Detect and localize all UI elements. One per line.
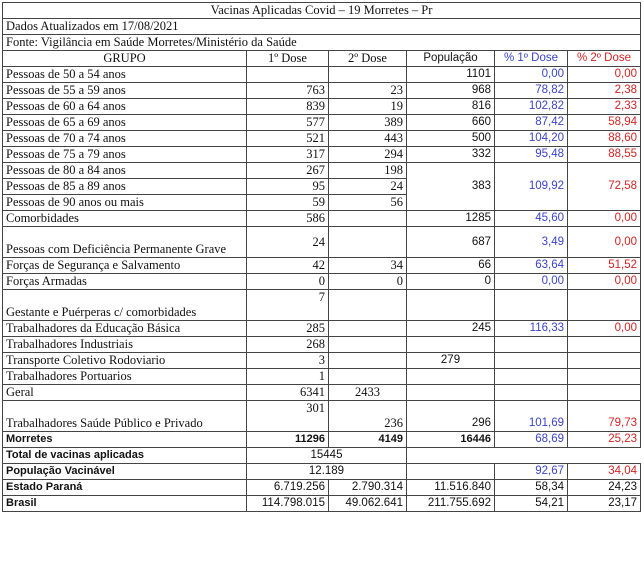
row-pct1: [495, 290, 568, 321]
row-populacao: 245: [407, 321, 495, 337]
row-pct1: 3,49: [495, 227, 568, 258]
row-populacao: [407, 369, 495, 385]
row-pct2: [568, 353, 641, 369]
row-grupo: Pessoas de 65 a 69 anos: [3, 115, 247, 131]
header-dose2: 2º Dose: [329, 51, 407, 67]
row-pct1: 63,64: [495, 258, 568, 274]
row-dose1: 267: [247, 163, 329, 179]
total-row-parana: [3, 480, 641, 496]
row-grupo: Pessoas de 55 a 59 anos: [3, 83, 247, 99]
row-pct2: 2,33: [568, 99, 641, 115]
row-dose2: [329, 353, 407, 369]
total-populacao: 16446: [407, 432, 495, 448]
row-dose2: 34: [329, 258, 407, 274]
row-populacao: 660: [407, 115, 495, 131]
row-populacao: 500: [407, 131, 495, 147]
source-row: [3, 35, 641, 51]
row-pct1: 0,00: [495, 67, 568, 83]
row-dose1: 59: [247, 195, 329, 211]
row-pct1: 102,82: [495, 99, 568, 115]
pop-vacinavel-value: 12.189: [247, 464, 407, 480]
row-populacao: [407, 385, 495, 401]
row-pct1: 0,00: [495, 274, 568, 290]
row-populacao: 296: [407, 401, 495, 432]
total-dose1: 114.798.015: [247, 496, 329, 512]
total-pct1: 68,69: [495, 432, 568, 448]
row-pct2: 0,00: [568, 274, 641, 290]
row-populacao: 968: [407, 83, 495, 99]
total-row-aplicadas: [3, 448, 641, 464]
row-dose2: [329, 369, 407, 385]
row-pct2: 0,00: [568, 67, 641, 83]
row-grupo: Pessoas com Deficiência Permanente Grave: [3, 227, 247, 258]
table-row: [3, 321, 641, 337]
row-populacao: [407, 337, 495, 353]
updated-row: [3, 19, 641, 35]
row-dose1: 42: [247, 258, 329, 274]
total-dose2: 49.062.641: [329, 496, 407, 512]
row-dose2: 389: [329, 115, 407, 131]
total-label: Estado Paraná: [3, 480, 247, 496]
table-row: [3, 83, 641, 99]
total-dose2: 2.790.314: [329, 480, 407, 496]
table-row: [3, 227, 641, 258]
table-row: [3, 99, 641, 115]
row-grupo: Transporte Coletivo Rodoviario: [3, 353, 247, 369]
row-dose2: 294: [329, 147, 407, 163]
header-grupo: GRUPO: [3, 51, 247, 67]
row-dose2: [329, 321, 407, 337]
row-pct2: [568, 290, 641, 321]
row-grupo: Pessoas de 80 a 84 anos: [3, 163, 247, 179]
data-source: Fonte: Vigilância em Saúde Morretes/Ministério da Saúde: [3, 35, 641, 51]
row-pct2: [568, 337, 641, 353]
row-dose2: 443: [329, 131, 407, 147]
row-pct2: [568, 385, 641, 401]
row-populacao: 66: [407, 258, 495, 274]
row-dose2: [329, 337, 407, 353]
header-row: [3, 51, 641, 67]
total-pct2: 25,23: [568, 432, 641, 448]
row-grupo: Pessoas de 85 a 89 anos: [3, 179, 247, 195]
title-row: [3, 3, 641, 19]
row-populacao: 1285: [407, 211, 495, 227]
row-dose2: 198: [329, 163, 407, 179]
table-row: [3, 163, 641, 179]
row-grupo: Pessoas de 90 anos ou mais: [3, 195, 247, 211]
empty-cell: [407, 464, 495, 480]
table-row: [3, 369, 641, 385]
total-pct2: 34,04: [568, 464, 641, 480]
row-dose1: 3: [247, 353, 329, 369]
row-dose1: 521: [247, 131, 329, 147]
header-pct1: % 1º Dose: [495, 51, 568, 67]
empty-cell: [407, 448, 641, 464]
row-dose1: 301: [247, 401, 329, 432]
total-label: População Vacinável: [3, 464, 247, 480]
row-grupo: Forças Armadas: [3, 274, 247, 290]
row-grupo: Trabalhadores Industriais: [3, 337, 247, 353]
row-pct2: 0,00: [568, 227, 641, 258]
row-dose1: 7: [247, 290, 329, 321]
row-grupo: Pessoas de 50 a 54 anos: [3, 67, 247, 83]
table-row: [3, 115, 641, 131]
row-grupo: Trabalhadores Saúde Público e Privado: [3, 401, 247, 432]
table-row: [3, 353, 641, 369]
row-dose1: 317: [247, 147, 329, 163]
row-pct2: 0,00: [568, 211, 641, 227]
total-row-brasil: [3, 496, 641, 512]
total-vacinas-aplicadas: 15445: [247, 448, 407, 464]
row-pct2: 2,38: [568, 83, 641, 99]
row-pct1: 101,69: [495, 401, 568, 432]
table-row: [3, 401, 641, 432]
total-label: Morretes: [3, 432, 247, 448]
row-dose2: 56: [329, 195, 407, 211]
row-dose1: 839: [247, 99, 329, 115]
row-dose2: 2433: [329, 385, 407, 401]
row-dose1: 1: [247, 369, 329, 385]
vaccination-table: [2, 2, 641, 512]
header-populacao: População: [407, 51, 495, 67]
row-pct2: 0,00: [568, 321, 641, 337]
row-dose1: 0: [247, 274, 329, 290]
row-grupo: Pessoas de 75 a 79 anos: [3, 147, 247, 163]
row-pct2-80plus: 72,58: [568, 163, 641, 211]
row-dose2: [329, 290, 407, 321]
row-dose2: 19: [329, 99, 407, 115]
row-pct2: 88,55: [568, 147, 641, 163]
table-row: [3, 67, 641, 83]
row-grupo: Geral: [3, 385, 247, 401]
table-row: [3, 147, 641, 163]
row-dose1: 763: [247, 83, 329, 99]
row-pct1: 104,20: [495, 131, 568, 147]
row-pct1: 87,42: [495, 115, 568, 131]
row-grupo: Gestante e Puérperas c/ comorbidades: [3, 290, 247, 321]
row-dose2: [329, 227, 407, 258]
row-dose1: 24: [247, 227, 329, 258]
header-dose1: 1º Dose: [247, 51, 329, 67]
total-dose1: 6.719.256: [247, 480, 329, 496]
row-pct1: 45,60: [495, 211, 568, 227]
row-populacao: [407, 290, 495, 321]
row-grupo: Comorbidades: [3, 211, 247, 227]
total-populacao: 211.755.692: [407, 496, 495, 512]
total-row-morretes: [3, 432, 641, 448]
row-populacao: 0: [407, 274, 495, 290]
table-title: Vacinas Aplicadas Covid – 19 Morretes – Pr: [3, 3, 641, 19]
total-pct1: 54,21: [495, 496, 568, 512]
row-grupo: Forças de Segurança e Salvamento: [3, 258, 247, 274]
row-populacao: 279: [407, 353, 495, 369]
row-dose2: [329, 211, 407, 227]
row-pct1-80plus: 109,92: [495, 163, 568, 211]
total-populacao: 11.516.840: [407, 480, 495, 496]
row-populacao: 816: [407, 99, 495, 115]
total-dose1: 11296: [247, 432, 329, 448]
row-dose1: 95: [247, 179, 329, 195]
row-dose2: 23: [329, 83, 407, 99]
row-dose2: 0: [329, 274, 407, 290]
row-pct1: [495, 385, 568, 401]
total-label: Brasil: [3, 496, 247, 512]
row-pct1: [495, 369, 568, 385]
row-dose2: 236: [329, 401, 407, 432]
total-pct2: 23,17: [568, 496, 641, 512]
total-label: Total de vacinas aplicadas: [3, 448, 247, 464]
row-dose1: 586: [247, 211, 329, 227]
row-pct1: [495, 337, 568, 353]
row-populacao-80plus: 383: [407, 163, 495, 211]
row-pct2: 51,52: [568, 258, 641, 274]
row-pct2: 88,60: [568, 131, 641, 147]
total-pct1: 58,34: [495, 480, 568, 496]
row-pct1: 95,48: [495, 147, 568, 163]
row-populacao: 332: [407, 147, 495, 163]
row-grupo: Trabalhadores da Educação Básica: [3, 321, 247, 337]
total-dose2: 4149: [329, 432, 407, 448]
total-pct2: 24,23: [568, 480, 641, 496]
table-row: [3, 131, 641, 147]
row-pct1: 78,82: [495, 83, 568, 99]
row-grupo: Pessoas de 70 a 74 anos: [3, 131, 247, 147]
table-row: [3, 258, 641, 274]
row-pct2: 58,94: [568, 115, 641, 131]
row-grupo: Pessoas de 60 a 64 anos: [3, 99, 247, 115]
row-populacao: 1101: [407, 67, 495, 83]
table-row: [3, 337, 641, 353]
row-grupo: Trabalhadores Portuarios: [3, 369, 247, 385]
row-dose1: 6341: [247, 385, 329, 401]
updated-date: Dados Atualizados em 17/08/2021: [3, 19, 641, 35]
row-dose2: [329, 67, 407, 83]
row-dose1: [247, 67, 329, 83]
table-row: [3, 290, 641, 321]
total-row-pop-vacinavel: [3, 464, 641, 480]
table-row: [3, 385, 641, 401]
row-pct2: [568, 369, 641, 385]
header-pct2: % 2º Dose: [568, 51, 641, 67]
row-pct1: [495, 353, 568, 369]
row-dose1: 285: [247, 321, 329, 337]
row-pct1: 116,33: [495, 321, 568, 337]
total-pct1: 92,67: [495, 464, 568, 480]
row-dose2: 24: [329, 179, 407, 195]
row-dose1: 268: [247, 337, 329, 353]
table-row: [3, 211, 641, 227]
row-pct2: 79,73: [568, 401, 641, 432]
row-populacao: 687: [407, 227, 495, 258]
row-dose1: 577: [247, 115, 329, 131]
table-row: [3, 274, 641, 290]
